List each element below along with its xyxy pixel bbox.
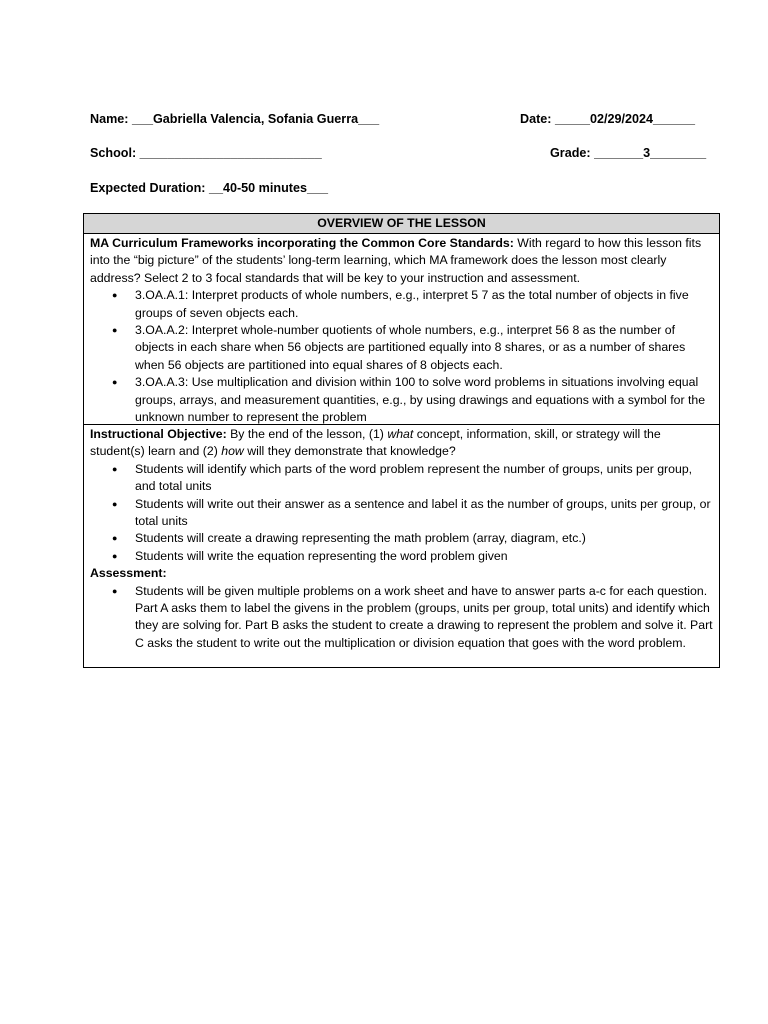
frameworks-text: With regard to how this lesson fits into the “big picture” of the students’ long-term learning, which MA framework does the lesson most clearly address? Select 2 to 3 focal standards that will be key to your instruction and assessment.: [90, 236, 702, 285]
objective-item: ● Students will write out their answer as a sentence and label it as the number of groups, units per group, or total units: [135, 496, 713, 531]
frameworks-paragraph: [90, 235, 713, 287]
objective-item: ● Students will create a drawing representing the math problem (array, diagram, etc.): [135, 530, 713, 547]
table-title: OVERVIEW OF THE LESSON: [84, 214, 719, 234]
duration-line: Expected Duration: __40-50 minutes___: [90, 181, 328, 195]
frameworks-cell: [84, 234, 719, 425]
standard-item: ● 3.OA.A.3: Use multiplication and division within 100 to solve word problems in situations involving equal groups, arrays, and measurement quantities, e.g., by using drawings and equations with a symbol for the unknown number to represent the problem: [135, 374, 713, 426]
assessment-label: Assessment:: [90, 566, 167, 581]
school-line: School: __________________________: [90, 146, 322, 160]
date-line: Date: _____02/29/2024______: [520, 112, 696, 126]
objective-label: Instructional Objective:: [90, 427, 227, 441]
objective-cell: [84, 425, 719, 652]
objective-paragraph: [90, 426, 713, 461]
standard-item: ● 3.OA.A.1: Interpret products of whole numbers, e.g., interpret 5 7 as the total number of objects in five groups of seven objects each.: [135, 287, 713, 322]
objective-item: ● Students will identify which parts of the word problem represent the number of groups, units per group, and total units: [135, 461, 713, 496]
objective-text: will they demonstrate that knowledge?: [243, 444, 456, 459]
objective-item: ● Students will write the equation representing the word problem given: [135, 548, 713, 565]
objective-text: By the end of the lesson, (1): [226, 427, 388, 441]
grade-line: Grade: _______3________: [550, 146, 707, 160]
objective-emphasis: what: [387, 427, 414, 441]
assessment-list: [90, 583, 713, 653]
assessment-item: ● Students will be given multiple problems on a work sheet and have to answer parts a-c for each question. Part A asks them to label the givens in the problem (groups, units per group, total units) and identify which they are solving for. Part B asks the student to create a drawing to represent the problem and solve it. Part C asks the student to write out the multiplication or division equation that goes with the word problem.: [135, 583, 713, 653]
name-line: Name: ___Gabriella Valencia, Sofania Guerra___: [90, 112, 380, 126]
objective-emphasis: how: [221, 444, 244, 459]
frameworks-label: MA Curriculum Frameworks incorporating the Common Core Standards:: [90, 236, 514, 250]
standards-list: [90, 287, 713, 426]
lesson-overview-table: [83, 213, 720, 668]
objective-text: concept, information, skill, or strategy will the student(s) learn and (2): [90, 427, 661, 459]
objectives-list: [90, 461, 713, 565]
standard-item: ● 3.OA.A.2: Interpret whole-number quotients of whole numbers, e.g., interpret 56 8 as the number of objects in each share when 56 objects are partitioned equally into 8 shares, or as a number of shares when 56 objects are partitioned into equal shares of 8 objects each.: [135, 322, 713, 374]
